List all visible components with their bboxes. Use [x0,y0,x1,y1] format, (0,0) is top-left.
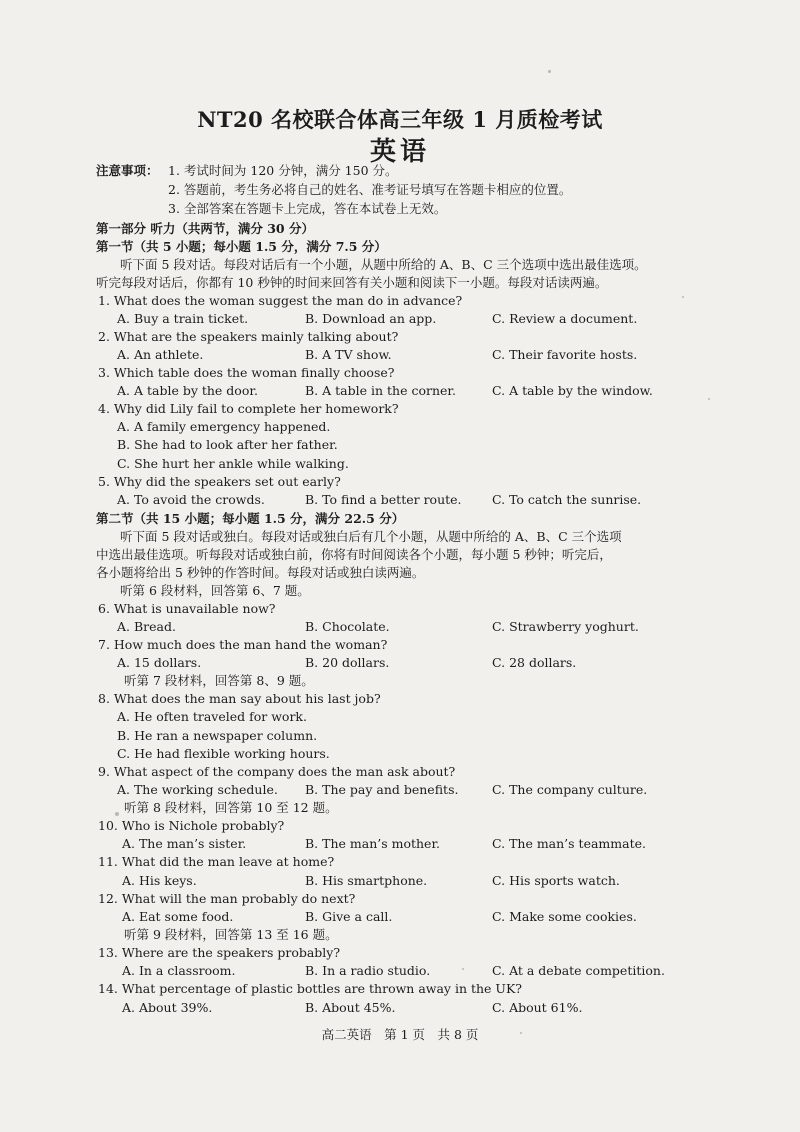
option-c: C. She hurt her ankle while walking. [117,456,349,471]
option-c: C. His sports watch. [492,873,620,888]
option-a: A. Buy a train ticket. [117,311,249,326]
option-a: A. Bread. [117,619,176,634]
material-9-instruction: 听第 9 段材料，回答第 13 至 16 题。 [124,927,338,942]
option-c: C. The company culture. [492,782,648,797]
option-a: A. The working schedule. [117,782,278,797]
option-a: A. To avoid the crowds. [117,492,265,507]
section2-instruction-2: 中选出最佳选项。听每段对话或独白前，你将有时间阅读各个小题，每小题 5 秒钟；听完后， [96,547,612,562]
option-b: B. She had to look after her father. [117,437,338,452]
question-stem: 1. What does the woman suggest the man do in advance? [98,293,463,308]
notice-line-3: 3. 全部答案在答题卡上完成，答在本试卷上无效。 [168,201,447,216]
option-a: A. In a classroom. [122,963,236,978]
option-a: A. An athlete. [117,347,204,362]
option-a: A. His keys. [122,873,197,888]
option-b: B. Download an app. [305,311,437,326]
option-b: B. The pay and benefits. [305,782,459,797]
option-b: B. In a radio studio. [305,963,431,978]
option-b: B. Chocolate. [305,619,390,634]
option-b: B. Give a call. [305,909,393,924]
material-6-instruction: 听第 6 段材料，回答第 6、7 题。 [120,583,310,598]
option-c: C. About 61%. [492,1000,583,1015]
option-c: C. At a debate competition. [492,963,665,978]
scan-speck [520,1032,522,1034]
option-a: A. About 39%. [122,1000,213,1015]
question-stem: 3. Which table does the woman finally choose? [98,365,395,380]
question-stem: 13. Where are the speakers probably? [98,945,341,960]
section1-instruction-1: 听下面 5 段对话。每段对话后有一个小题，从题中所给的 A、B、C 三个选项中选出最佳选项。 [120,257,647,272]
part1-heading: 第一部分 听力（共两节，满分 30 分） [96,221,314,236]
question-stem: 9. What aspect of the company does the man ask about? [98,764,456,779]
question-stem: 6. What is unavailable now? [98,601,276,616]
option-c: C. To catch the sunrise. [492,492,642,507]
scan-speck [115,812,119,816]
scan-speck [708,398,710,400]
option-b: B. 20 dollars. [305,655,390,670]
option-b: B. A table in the corner. [305,383,456,398]
question-stem: 14. What percentage of plastic bottles are thrown away in the UK? [98,981,522,996]
notice-line-2: 2. 答题前，考生务必将自己的姓名、准考证号填写在答题卡相应的位置。 [168,182,572,197]
question-stem: 7. How much does the man hand the woman? [98,637,388,652]
scan-speck [548,70,551,73]
option-b: B. A TV show. [305,347,392,362]
section1-instruction-2: 听完每段对话后，你都有 10 秒钟的时间来回答有关小题和阅读下一小题。每段对话读两遍。 [96,275,608,290]
option-a: A. A family emergency happened. [117,419,331,434]
option-a: A. He often traveled for work. [117,709,307,724]
page-footer: 高二英语 第 1 页 共 8 页 [321,1027,479,1042]
option-b: B. He ran a newspaper column. [117,728,318,743]
scan-speck [682,296,684,298]
exam-title: NT20 名校联合体高三年级 1 月质检考试 [197,107,603,132]
section2-instruction-1: 听下面 5 段对话或独白。每段对话或独白后有几个小题，从题中所给的 A、B、C 三个选项 [120,529,622,544]
question-stem: 2. What are the speakers mainly talking about? [98,329,399,344]
option-c: C. 28 dollars. [492,655,577,670]
notice-line-1: 1. 考试时间为 120 分钟，满分 150 分。 [168,163,398,178]
question-stem: 8. What does the man say about his last job? [98,691,381,706]
option-c: C. Strawberry yoghurt. [492,619,639,634]
option-c: C. A table by the window. [492,383,653,398]
option-a: A. A table by the door. [117,383,258,398]
option-c: C. The man’s teammate. [492,836,646,851]
question-stem: 12. What will the man probably do next? [98,891,356,906]
option-b: B. The man’s mother. [305,836,441,851]
option-a: A. 15 dollars. [117,655,202,670]
scan-speck [462,968,464,970]
option-c: C. He had flexible working hours. [117,746,330,761]
question-stem: 11. What did the man leave at home? [98,854,335,869]
section2-heading: 第二节（共 15 小题；每小题 1.5 分，满分 22.5 分） [96,511,405,526]
section2-instruction-3: 各小题将给出 5 秒钟的作答时间。每段对话或独白读两遍。 [96,565,425,580]
option-a: A. The man’s sister. [122,836,247,851]
notice-label: 注意事项： [96,163,159,178]
option-c: C. Make some cookies. [492,909,637,924]
option-b: B. About 45%. [305,1000,396,1015]
material-8-instruction: 听第 8 段材料，回答第 10 至 12 题。 [124,800,338,815]
option-b: B. To find a better route. [305,492,462,507]
exam-subject: 英语 [369,137,430,167]
section1-heading: 第一节（共 5 小题；每小题 1.5 分，满分 7.5 分） [96,239,387,254]
material-7-instruction: 听第 7 段材料，回答第 8、9 题。 [124,673,314,688]
option-b: B. His smartphone. [305,873,428,888]
option-c: C. Review a document. [492,311,638,326]
question-stem: 5. Why did the speakers set out early? [98,474,341,489]
question-stem: 4. Why did Lily fail to complete her homework? [98,401,399,416]
question-stem: 10. Who is Nichole probably? [98,818,285,833]
option-a: A. Eat some food. [122,909,234,924]
option-c: C. Their favorite hosts. [492,347,638,362]
